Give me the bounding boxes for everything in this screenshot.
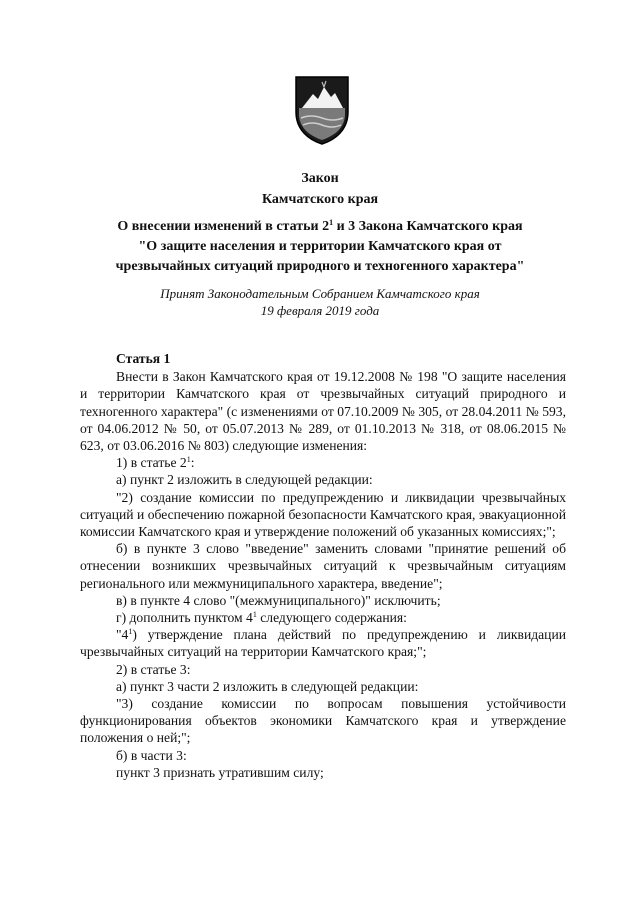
paragraph-item-2a: а) пункт 3 части 2 изложить в следующей редакции: — [116, 678, 419, 694]
paragraph-item-2: 2) в статье 3: — [116, 661, 191, 677]
item-1g-text-end: следующего содержания: — [256, 610, 407, 626]
paragraph-item-1g — [80, 609, 566, 626]
kamchatka-coat-of-arms-icon — [293, 74, 351, 146]
law-subtitle — [60, 217, 580, 277]
paragraph-quote-2: "2) создание комиссии по предупреждению и ликвидации чрезвычайных ситуаций и обеспечению пожарной безопасности Камчатского края, эвакуационной комиссии Камчатского края и утверждение положений об указанных комиссиях;"; — [80, 489, 566, 540]
paragraph-item-1 — [80, 454, 566, 471]
item-1-text: 1) в статье 2 — [116, 455, 187, 471]
paragraph-quote-4-1 — [80, 626, 566, 660]
paragraph-item-1b: б) в пункте 3 слово "введение" заменить словами "принятие решений об отнесении возникших чрезвычайных ситуаций к чрезвычайным ситуациям регионального или межмуниципального характера, введение"; — [80, 541, 566, 591]
title-line-1: Закон — [301, 171, 339, 186]
paragraph-intro: Внести в Закон Камчатского края от 19.12.2008 № 198 "О защите населения и территории Камчатского края от чрезвычайных ситуаций природного и техногенного характера" (с изменениями от 07.10.2009 № 305, от 28.04.2011 № 593, от 04.06.2012 № 50, от 05.07.2013 № 289, от 01.10.2013 № 318, от 08.06.2015 № 623, от 03.06.2016 № 803) следующие изменения: — [80, 369, 566, 454]
paragraph-item-1a: а) пункт 2 изложить в следующей редакции: — [116, 472, 373, 488]
adoption-date: 19 февраля 2019 года — [260, 303, 380, 318]
article-body — [80, 350, 566, 781]
quote-4-1-superscript: 1 — [128, 627, 133, 637]
paragraph-item-2b-text: пункт 3 признать утратившим силу; — [116, 764, 324, 780]
adoption-line-1: Принят Законодательным Собранием Камчатского края — [160, 286, 480, 301]
adoption-note — [60, 285, 580, 319]
subtitle-line-1 — [60, 217, 580, 237]
item-1-text-end: : — [190, 455, 195, 471]
subtitle-line-3: чрезвычайных ситуаций природного и техногенного характера" — [115, 259, 525, 274]
subtitle-text: О внесении изменений в статьи 2 — [117, 219, 330, 234]
article-heading: Статья 1 — [116, 351, 171, 366]
quote-4-1-text: "4 — [116, 627, 129, 643]
item-1g-text: г) дополнить пунктом 4 — [116, 610, 253, 626]
paragraph-item-2b: б) в части 3: — [116, 747, 187, 763]
paragraph-item-1v: в) в пункте 4 слово "(межмуниципального)" исключить; — [116, 592, 441, 608]
item-1g-superscript: 1 — [252, 610, 257, 620]
paragraph-quote-3: "3) создание комиссии по вопросам повышения устойчивости функционирования объектов экономики Камчатского края и утверждение положения о ней;"; — [80, 696, 566, 746]
subtitle-text-end: и 3 Закона Камчатского края — [333, 219, 523, 234]
item-1-superscript: 1 — [186, 455, 191, 465]
quote-4-1-text-end: ) утверждение плана действий по предупреждению и ликвидации чрезвычайных ситуаций на территории Камчатского края;"; — [80, 627, 566, 660]
subtitle-line-2: "О защите населения и территории Камчатского края от — [138, 239, 502, 254]
subtitle-superscript: 1 — [329, 218, 334, 227]
title-line-2: Камчатского края — [261, 192, 379, 207]
law-title — [60, 168, 580, 210]
